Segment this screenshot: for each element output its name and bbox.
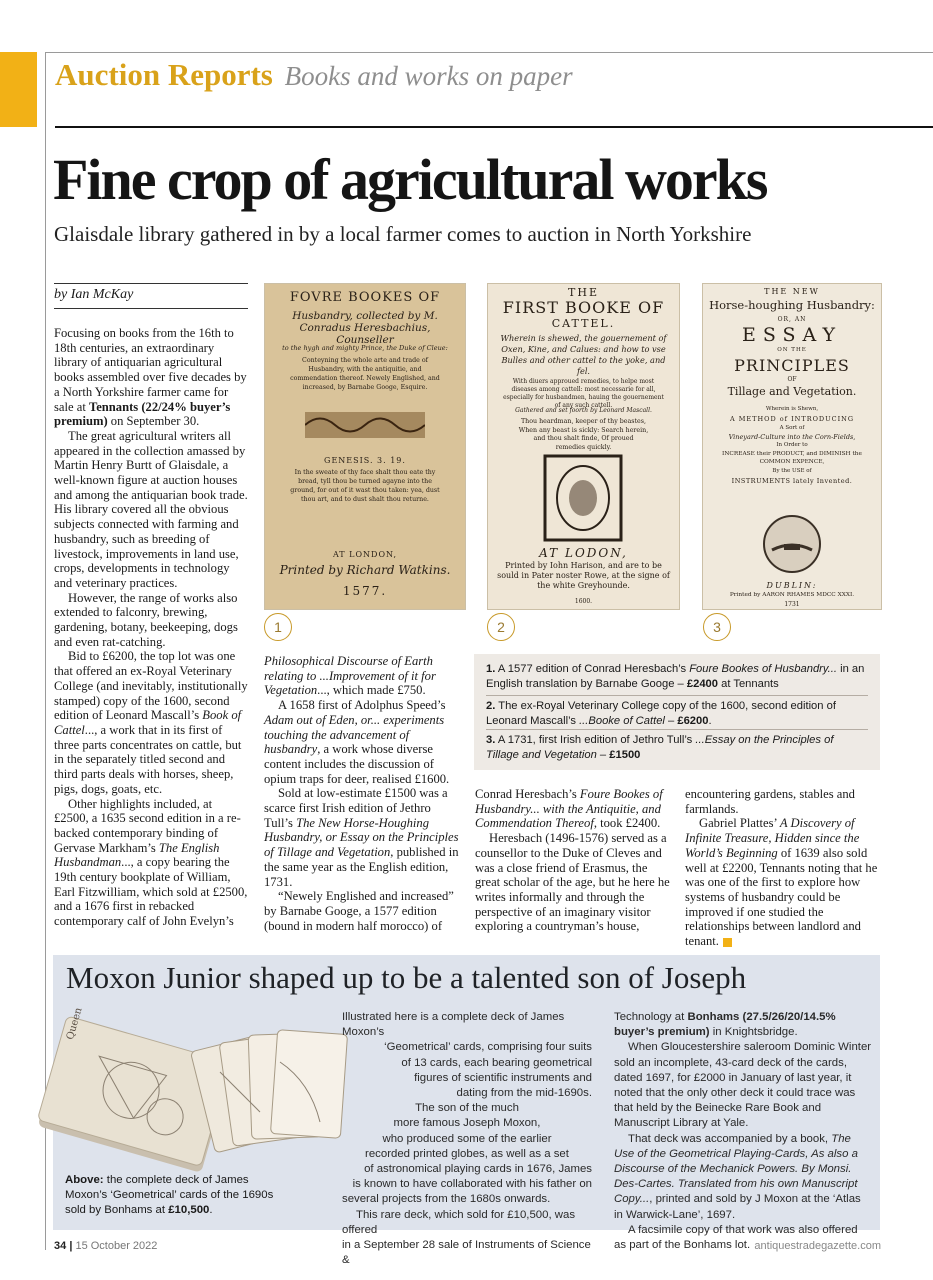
caption-run: ...Essay on the Principles of Tillage and Vegetation (486, 734, 834, 761)
paragraph (264, 654, 460, 698)
text-line: The son of the much (415, 1102, 519, 1115)
img2-line: Gathered and set foorth by Leonard Mascall. (515, 407, 652, 414)
img1-line: Printed by Richard Watkins. (279, 563, 451, 577)
captions-box (474, 654, 880, 770)
caption-run: 2. (486, 700, 496, 712)
playing-cards-image (20, 1002, 350, 1172)
paragraph: encountering gardens, stables and farmlands. (685, 787, 855, 816)
text-run: That deck was accompanied by a book, (628, 1132, 832, 1145)
caption-run: – (664, 715, 678, 727)
paragraph (614, 1132, 872, 1223)
moxon-title: Moxon Junior shaped up to be a talented son of Joseph (66, 960, 747, 995)
img3-line: OF (787, 376, 797, 383)
site-url[interactable]: antiquestradegazette.com (754, 1240, 881, 1252)
ornament-band (305, 412, 425, 438)
caption-3 (486, 733, 868, 763)
caption-divider (486, 695, 868, 696)
paragraph: The great agricultural writers all appeared in the collection amassed by Martin Henry Burtt of Glaisdale, a well-known figure at auction houses and among the antiquarian book trade. His library covered all the obvious subjects connected with farming and husbandry, such as breeding of livestock, improvements in land use, crops, developments in technology and veterinary practices. (54, 428, 248, 590)
moxon-caption (65, 1173, 285, 1219)
img2-line: AT LODON, (539, 546, 628, 560)
img3-line: Printed by AARON RHAMES MDCC XXXI. (729, 592, 855, 598)
book-image-3 (702, 283, 882, 610)
caption-run: . (209, 1204, 213, 1217)
img1-line: Husbandry, collected by M. Conradus Heresbachius, Counseller (292, 310, 438, 346)
img3-line: Vineyard-Culture into the Corn-Fields, (728, 433, 856, 441)
text-run: Book of Cattel (54, 708, 242, 737)
headline: Fine crop of agricultural works (53, 147, 767, 212)
paragraph: However, the range of works also extended to falconry, brewing, gardening, botany, beekeeping, dogs and even rat-catching. (54, 590, 238, 649)
paragraph (54, 797, 248, 929)
caption-run: – (596, 749, 610, 761)
paragraph: Heresbach (1496-1576) served as a counsellor to the Duke of Cleves and was a close friend of Erasmus, the great scholar of the age, but he here he writes informally and through the perspective of an imaginary visitor exploring a countryman’s house, (475, 831, 670, 934)
text-line: of 13 cards, each bearing geometrical (401, 1056, 592, 1069)
img3-line: THE NEW (764, 287, 820, 296)
caption-run: A 1577 edition of Conrad Heresbach’s (495, 663, 690, 675)
img3-title: Horse-houghing Husbandry: (709, 298, 875, 312)
img3-line: DUBLIN: (766, 581, 818, 590)
text-run: Bid to £6200, the top lot was one that offered an ex-Royal Veterinary College (and inevitably, institutionally stamped) copy of the 1600, second edition of Leonard Mascall’s (54, 649, 248, 723)
text-run: , published in the same year as the English edition, 1731. (264, 845, 459, 889)
section-label: Auction Reports (55, 57, 273, 92)
img3-line: In Order to (776, 442, 808, 448)
moxon-column-2 (614, 1010, 872, 1253)
caption-run: . (708, 715, 712, 727)
text-run: , printed and sold by J Moxon at the ‘Atlas in Warwick-Lane’, 1697. (614, 1193, 861, 1221)
text-line: ‘Geometrical’ cards, comprising four suits (384, 1041, 592, 1054)
caption-run: in an English translation by Barnabe Googe – (486, 663, 865, 690)
text-run: Gabriel Plattes’ (699, 816, 780, 831)
text-line: recorded printed globes, as well as a set (365, 1147, 569, 1160)
caption-run: £10,500 (168, 1204, 210, 1217)
text-run: , a work whose diverse content includes the discussion of opium traps for deer, realised £1600. (264, 742, 450, 786)
paragraph: A facsimile copy of that work was also offered as part of the Bonhams lot. (614, 1223, 858, 1252)
text-line: more famous Joseph Moxon, (393, 1117, 541, 1130)
img1-line: Conteyning the whole arte and trade of Husbandry, with the antiquitie, and commendation thereof. Newely Englished, and increased, by Barnabe Googe, Esquire. (290, 357, 440, 391)
text-run: Adam out of Eden, or... experiments touching the advancement of husbandry (264, 712, 445, 757)
caption-run: Above: (65, 1174, 104, 1186)
text-run: Other highlights included, at £2500, a 1635 second edition in a re-backed contemporary binding of Gervase Markham’s (54, 796, 241, 855)
moxon-column-1 (342, 1010, 592, 1268)
header-rule (55, 126, 933, 128)
section-header (55, 57, 573, 93)
printers-device (543, 454, 623, 542)
frame-top-rule (45, 52, 933, 53)
text-run: , took £2400. (593, 816, 661, 831)
img2-line: Thou heardman, keeper of thy beastes, When any beast is sickly: Search herein, and thou shalt finde, Of proued remedies quickly. (518, 418, 649, 451)
book-image-2 (487, 283, 680, 610)
caption-run: 1. (486, 663, 496, 675)
image-number-2: 2 (487, 613, 515, 641)
caption-run: A 1731, first Irish edition of Jethro Tull’s (495, 734, 696, 746)
caption-run: The ex-Royal Veterinary College copy of the 1600, second edition of Leonard Mascall’s (486, 700, 836, 727)
text-run: in Knightsbridge. (709, 1026, 798, 1039)
paragraph: “Newely Englished and increased” by Barnabe Googe, a 1577 edition (bound in modern half morocco) of (264, 889, 454, 933)
img3-line: A METHOD of INTRODUCING (729, 415, 855, 423)
caption-run: £2400 (686, 678, 719, 690)
text-run: ..., a work that in its first of three parts concentrates on cattle, but in the separately titled second and third parts deals with horses, sheep, pigs, dogs, goats, etc. (54, 722, 242, 796)
text-line: in a September 28 sale of Instruments of Science & (342, 1239, 591, 1267)
caption-divider (486, 729, 868, 730)
img1-line: 1577. (342, 584, 388, 598)
text-run: Technology at (614, 1011, 688, 1023)
text-run: ..., which made £750. (317, 683, 426, 698)
text-line: This rare deck, which sold for £10,500, was offered (342, 1208, 576, 1236)
body-column-2 (264, 654, 460, 933)
text-line: Illustrated here is a complete deck of James Moxon’s (342, 1011, 565, 1039)
text-line: several projects from the 1680s onwards. (342, 1193, 551, 1206)
book-image-1 (264, 283, 466, 610)
card-label: Queen (64, 1006, 85, 1042)
text-run: A Discovery of Infinite Treasure, Hidden since the World’s Beginning (685, 816, 860, 860)
paragraph (475, 787, 671, 831)
img3-line: INSTRUMENTS lately Invented. (731, 477, 853, 485)
text-run: The English Husbandman (54, 840, 220, 870)
text-run: Bonhams (27.5/26/20/14.5% buyer’s premium) (614, 1011, 836, 1039)
paragraph (54, 326, 248, 429)
img3-line: Tillage and Vegetation. (727, 385, 857, 398)
img3-line: By the USE of (772, 468, 812, 474)
image-number-1: 1 (264, 613, 292, 641)
img3-line: Wherein is Shewn, (765, 406, 819, 412)
caption-run: the complete deck of James Moxon’s ‘Geometrical’ cards of the 1690s sold by Bonhams at (65, 1174, 274, 1217)
img2-line: Printed by Iohn Harison, and are to be sould in Pater noster Rowe, at the signe of the white Greyhounde. (497, 561, 670, 590)
img2-line: CATTEL. (551, 317, 616, 330)
text-line: figures of scientific instruments and (414, 1071, 592, 1084)
text-run: of 1639 also sold well at £2200, Tennants noting that he was one of the first to explore how systems of husbandry could be improved if one studied the relationships between landlord and tenant. (685, 845, 878, 949)
caption-run: £1500 (609, 749, 641, 761)
footer-separator: | (69, 1240, 73, 1252)
img1-line: to the hygh and mighty Prince, the Duke of Cleue: (282, 344, 448, 352)
end-mark (723, 938, 732, 947)
paragraph (54, 649, 248, 796)
body-column-3 (475, 787, 671, 934)
img3-line: INCREASE their PRODUCT, and DIMINISH the COMMON EXPENCE, (722, 451, 862, 465)
paragraph (264, 698, 460, 786)
text-run: Tennants (22/24% buyer’s premium) (54, 399, 231, 429)
img3-line: A Sort of (779, 425, 805, 431)
text-run: Focusing on books from the 16th to 18th centuries, an extraordinary library of antiquarian agricultural books assembled over five decades by a North Yorkshire farmer came for sale at (54, 326, 247, 414)
section-tab (0, 52, 37, 127)
byline: by Ian McKay (54, 283, 248, 309)
text-run: ..., a copy bearing the 19th century bookplate of William, Earl Fitzwilliam, which sold at £2500, and a 1676 first in rebacked contemporary calf of John Evelyn’s (54, 855, 248, 929)
paragraph (264, 786, 460, 889)
img2-title: FIRST BOOKE OF (502, 298, 665, 317)
paragraph (685, 816, 881, 948)
caption-run: Foure Bookes of Husbandry... (689, 663, 837, 675)
img3-line: ON THE (777, 347, 807, 353)
body-column-1 (54, 326, 248, 929)
footer-left (54, 1240, 157, 1252)
page-number: 34 (54, 1240, 67, 1252)
caption-run: £6200 (677, 715, 709, 727)
caption-2 (486, 699, 868, 729)
text-run: A 1658 first of Adolphus Speed’s (278, 698, 446, 713)
text-line: dating from the mid-1690s. (456, 1087, 592, 1100)
img2-line: Wherein is shewed, the gouernement of Oxen, Kine, and Calues: and how to vse Bulles and other cattel to the yoke, and fel. (500, 333, 667, 376)
img1-line: AT LONDON, (332, 550, 398, 559)
text-run: The Use of the Geometrical Playing-Cards, As also a Discourse of the Mechanick Powers. By Monsi. Des-Cartes. Translated from his own Manuscript Copy... (614, 1132, 858, 1206)
section-sublabel: Books and works on paper (284, 61, 573, 91)
text-run: Philosophical Discourse of Earth relating to ...Improvement of it for Vegetation (264, 654, 436, 698)
plough-vignette (762, 514, 822, 574)
img1-title: FOVRE BOOKES OF (289, 290, 441, 305)
img3-line: PRINCIPLES (734, 356, 850, 375)
paragraph: When Gloucestershire saleroom Dominic Winter sold an incomplete, 43-card deck of the cards, dated 1697, for £2000 in January of last year, it noted that the only other deck it could trace was that held by the Beinecke Rare Book and Manuscript Library at Yale. (614, 1041, 872, 1130)
img3-line: ESSAY (741, 324, 843, 346)
caption-run: ...Booke of Cattel (579, 715, 665, 727)
img3-line: OR, AN (777, 316, 807, 323)
img3-line: 1731 (784, 601, 800, 608)
text-run: The New Horse-Houghing Husbandry, or Essay on the Principles of Tillage and Vegetation (264, 815, 459, 860)
issue-date: 15 October 2022 (75, 1240, 158, 1252)
caption-1 (486, 662, 868, 692)
image-number-3: 3 (703, 613, 731, 641)
img2-line: With diuers approued remedies, to helpe most diseases among cattell: most necessarie for all, especially for husbandmen, hauing the gouernement of any such cattell. (503, 378, 664, 409)
text-line: who produced some of the earlier (382, 1132, 552, 1145)
img2-line: 1600. (574, 598, 593, 605)
text-run: Sold at low-estimate £1500 was a scarce first Irish edition of Jethro Tull’s (264, 786, 448, 830)
text-line: is known to have collaborated with his father on (352, 1178, 592, 1191)
paragraph (614, 1010, 872, 1040)
text-run: on September 30. (107, 414, 200, 429)
img1-line: GENESIS. 3. 19. (324, 456, 406, 465)
standfirst: Glaisdale library gathered in by a local farmer comes to auction in North Yorkshire (54, 222, 752, 246)
img2-line: THE (568, 286, 599, 299)
caption-run: 3. (486, 734, 496, 746)
body-column-4 (685, 787, 881, 949)
text-line: of astronomical playing cards in 1676, James (364, 1163, 592, 1176)
text-run: Foure Bookes of Husbandry... with the Antiquitie, and Commendation Thereof (475, 787, 663, 831)
text-run: Conrad Heresbach’s (475, 787, 580, 801)
img1-line: In the sweate of thy face shalt thou eate thy bread, tyll thou be turned agayne into the ground, for out of it wast thou taken: yea, dust thou art, and to dust shalt thou returne. (290, 469, 440, 503)
caption-run: at Tennants (718, 678, 779, 690)
